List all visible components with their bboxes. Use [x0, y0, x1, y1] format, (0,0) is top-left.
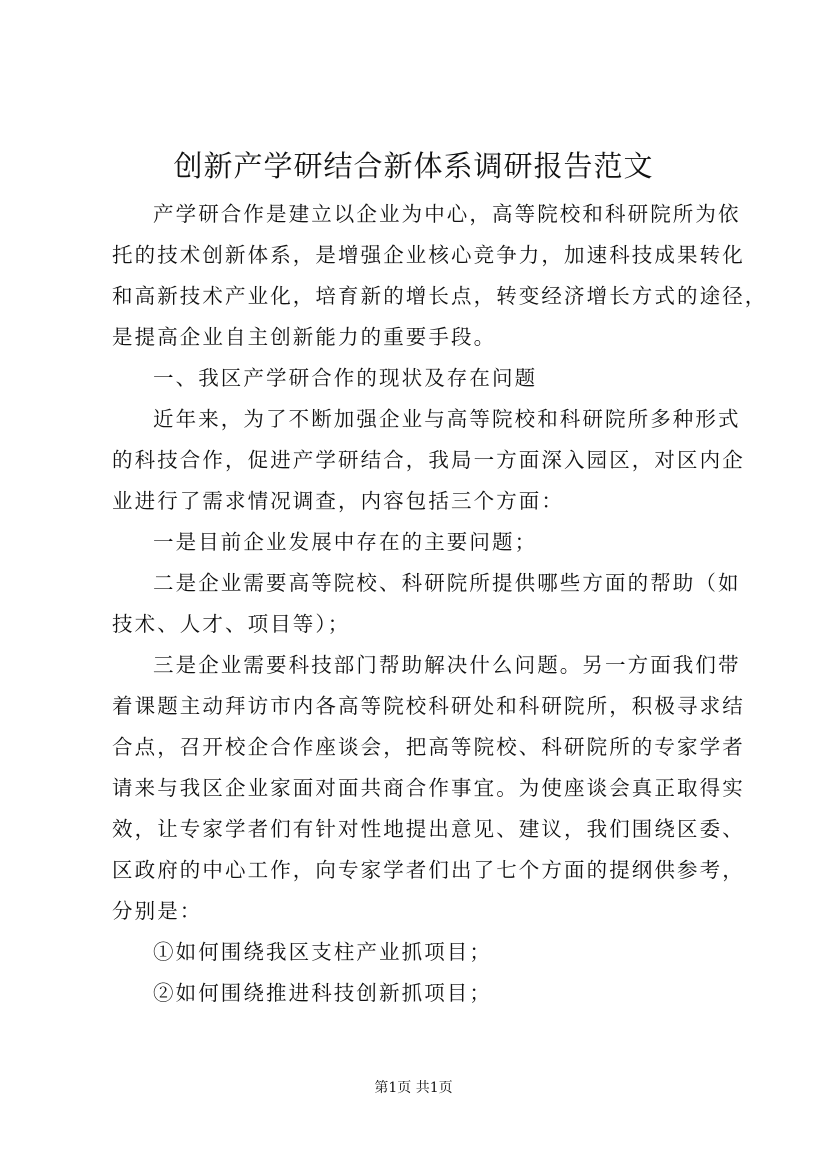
- paragraph-line: 区政府的中心工作，向专家学者们出了七个方面的提纲供参考，: [112, 858, 745, 882]
- paragraph-line: 三是企业需要科技部门帮助解决什么问题。另一方面我们带: [153, 653, 741, 677]
- paragraph-line: 二是企业需要高等院校、科研院所提供哪些方面的帮助（如: [153, 571, 741, 595]
- document-body: [112, 194, 768, 1014]
- paragraph-line: 是提高企业自主创新能力的重要手段。: [112, 325, 497, 349]
- list-item: ②如何围绕推进科技创新抓项目；: [153, 981, 492, 1005]
- paragraph-line: 效，让专家学者们有针对性地提出意见、建议，我们围绕区委、: [112, 817, 745, 841]
- paragraph-line: 和高新技术产业化，培育新的增长点，转变经济增长方式的途径，: [112, 284, 768, 308]
- paragraph-line: 业进行了需求情况调查，内容包括三个方面：: [112, 489, 564, 513]
- paragraph-line: 的科技合作，促进产学研结合，我局一方面深入园区，对区内企: [112, 448, 745, 472]
- paragraph-line: 近年来，为了不断加强企业与高等院校和科研院所多种形式: [153, 407, 741, 431]
- page-footer: 第1页 共1页: [374, 1080, 453, 1096]
- section-heading: 一、我区产学研合作的现状及存在问题: [153, 366, 538, 390]
- paragraph-line: 产学研合作是建立以企业为中心，高等院校和科研院所为依: [153, 202, 741, 226]
- paragraph-line: 托的技术创新体系，是增强企业核心竞争力，加速科技成果转化: [112, 243, 745, 267]
- paragraph-line: 分别是：: [112, 899, 203, 923]
- list-item: ①如何围绕我区支柱产业抓项目；: [153, 940, 492, 964]
- paragraph-line: 一是目前企业发展中存在的主要问题；: [153, 530, 538, 554]
- paragraph-line: 着课题主动拜访市内各高等院校科研处和科研院所，积极寻求结: [112, 694, 745, 718]
- paragraph-line: 技术、人才、项目等）；: [112, 612, 351, 636]
- paragraph-line: 请来与我区企业家面对面共商合作事宜。为使座谈会真正取得实: [112, 776, 745, 800]
- document-title: 创新产学研结合新体系调研报告范文: [173, 149, 654, 183]
- paragraph-line: 合点，召开校企合作座谈会，把高等院校、科研院所的专家学者: [112, 735, 745, 759]
